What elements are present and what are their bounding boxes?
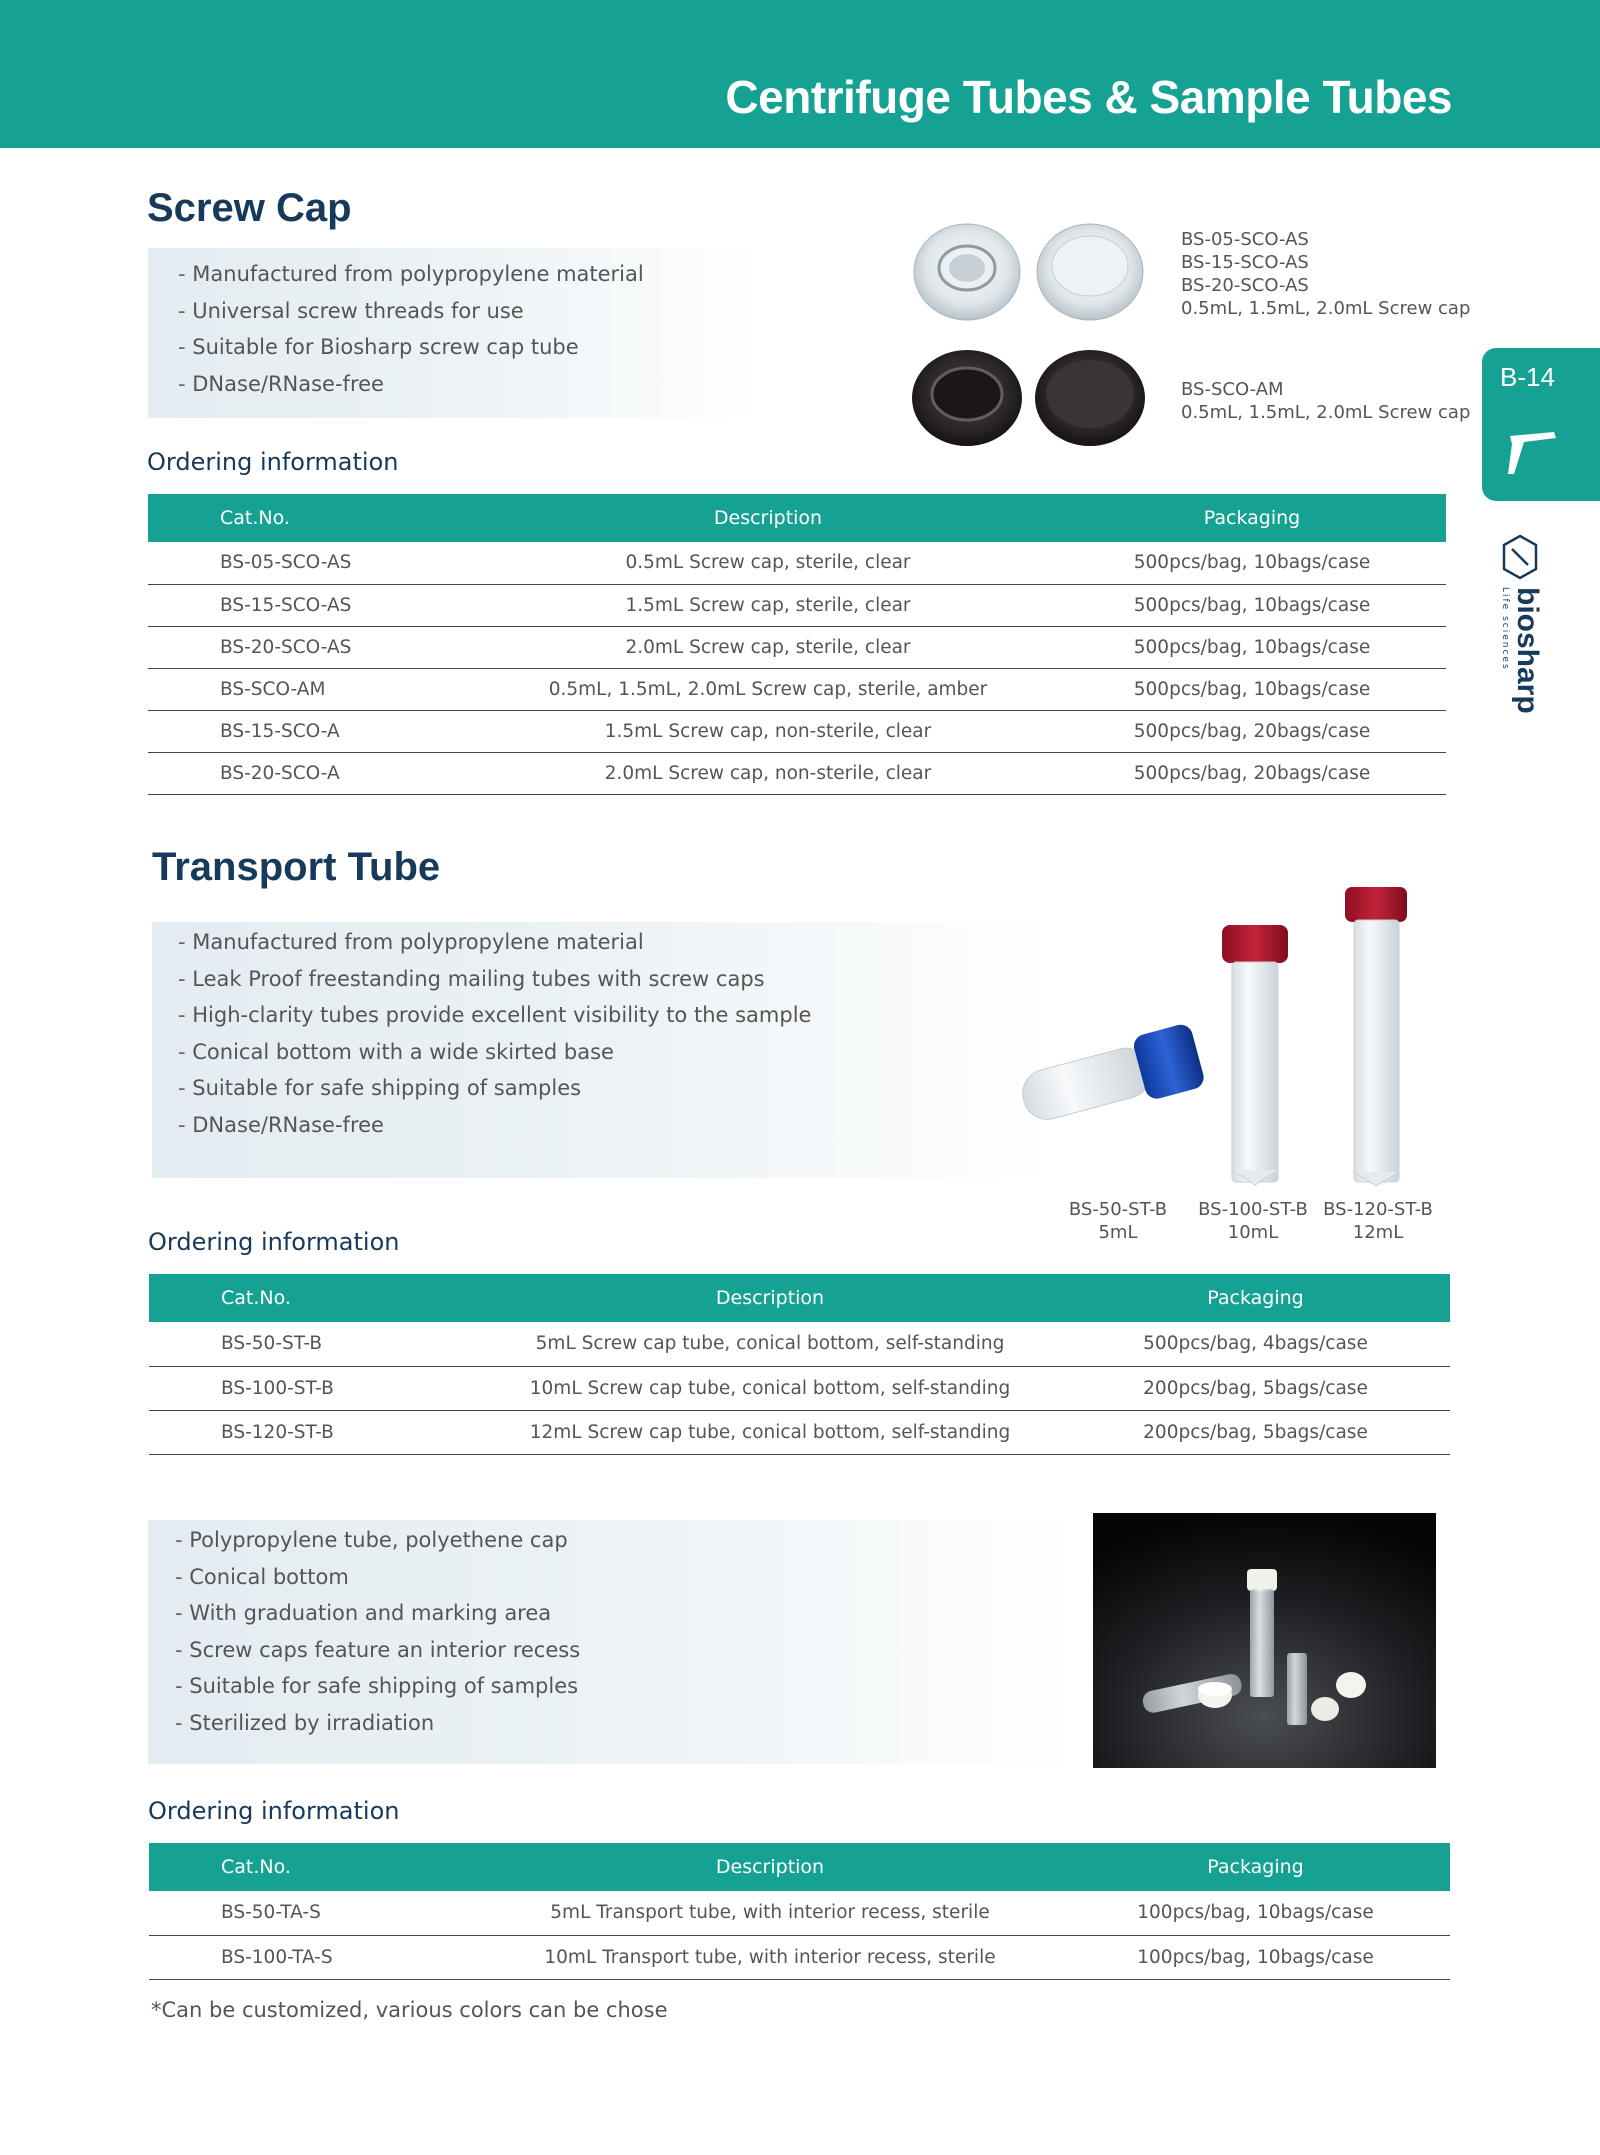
- table-row: [149, 1366, 1450, 1410]
- column-header: Packaging: [1207, 1287, 1304, 1309]
- description-cell: 10mL Screw cap tube, conical bottom, self-standing: [479, 1366, 1061, 1410]
- packaging-cell: 100pcs/bag, 10bags/case: [1061, 1891, 1450, 1935]
- product-code: BS-120-ST-B: [1323, 1199, 1433, 1220]
- list-item: - Suitable for safe shipping of samples: [178, 1070, 811, 1107]
- page-code: B-14: [1500, 362, 1555, 392]
- product-volume: 12mL: [1352, 1222, 1404, 1243]
- description-cell: 0.5mL Screw cap, sterile, clear: [478, 542, 1058, 584]
- cat-no-cell: BS-50-TA-S: [149, 1891, 479, 1935]
- list-item: - Manufactured from polypropylene material: [178, 924, 811, 961]
- packaging-cell: 500pcs/bag, 10bags/case: [1058, 584, 1446, 626]
- column-header: Cat.No.: [221, 1287, 291, 1309]
- tube-label-12ml: [1316, 1198, 1440, 1244]
- column-header: Packaging: [1203, 507, 1301, 529]
- screw-cap-features-box: [148, 248, 758, 418]
- table-row: [148, 710, 1446, 752]
- transport-tube-title: Transport Tube: [152, 845, 441, 889]
- table-row: [148, 668, 1446, 710]
- list-item: - Manufactured from polypropylene material: [178, 256, 644, 293]
- cat-no-cell: BS-100-TA-S: [149, 1935, 479, 1979]
- list-item: - DNase/RNase-free: [178, 1107, 811, 1144]
- packaging-cell: 500pcs/bag, 4bags/case: [1061, 1322, 1450, 1366]
- cat-no-cell: BS-20-SCO-A: [148, 752, 478, 794]
- product-volume: 5mL: [1098, 1222, 1138, 1243]
- list-item: - With graduation and marking area: [175, 1595, 580, 1632]
- list-item: - Screw caps feature an interior recess: [175, 1632, 580, 1669]
- table-row: [149, 1322, 1450, 1366]
- clear-caps-label: [1181, 228, 1470, 320]
- column-header: Description: [713, 507, 823, 529]
- cat-no-cell: BS-15-SCO-AS: [148, 584, 478, 626]
- transport-tubes-dark-photo: [1093, 1513, 1436, 1768]
- column-header: Packaging: [1207, 1856, 1304, 1878]
- cat-no-cell: BS-05-SCO-AS: [148, 542, 478, 584]
- table-row: [149, 1935, 1450, 1979]
- product-code: BS-15-SCO-AS: [1181, 252, 1309, 273]
- screw-caps-photo: [910, 218, 1150, 458]
- packaging-cell: 500pcs/bag, 20bags/case: [1058, 752, 1446, 794]
- packaging-cell: 200pcs/bag, 5bags/case: [1061, 1410, 1450, 1454]
- footnote: *Can be customized, various colors can be chose: [151, 1998, 668, 2022]
- screw-cap-title: Screw Cap: [147, 186, 352, 230]
- tube-label-5ml: [1058, 1198, 1178, 1244]
- transport-tube-2-order-table: [149, 1843, 1450, 1980]
- table-row: [148, 584, 1446, 626]
- cat-no-cell: BS-20-SCO-AS: [148, 626, 478, 668]
- packaging-cell: 500pcs/bag, 10bags/case: [1058, 626, 1446, 668]
- column-header: Description: [715, 1287, 825, 1309]
- list-item: - Suitable for safe shipping of samples: [175, 1668, 580, 1705]
- cat-no-cell: BS-50-ST-B: [149, 1322, 479, 1366]
- screw-cap-order-table: [148, 494, 1446, 795]
- column-header: Cat.No.: [220, 507, 290, 529]
- screw-cap-features: [178, 256, 644, 402]
- table-row: [148, 626, 1446, 668]
- product-description: 0.5mL, 1.5mL, 2.0mL Screw cap: [1181, 402, 1471, 423]
- product-description: 0.5mL, 1.5mL, 2.0mL Screw cap: [1181, 298, 1471, 319]
- description-cell: 5mL Screw cap tube, conical bottom, self-standing: [479, 1322, 1061, 1366]
- transport-tube-ordering-title: Ordering information: [148, 1228, 400, 1256]
- cat-no-cell: BS-15-SCO-A: [148, 710, 478, 752]
- column-header: Cat.No.: [221, 1856, 291, 1878]
- transport-tube-2-features: [175, 1522, 580, 1741]
- table-header-row: [149, 1274, 1450, 1322]
- brand-subtitle: Life sciences: [1500, 587, 1510, 671]
- transport-tubes-photo: [1000, 880, 1440, 1200]
- product-code: BS-05-SCO-AS: [1181, 229, 1309, 250]
- list-item: - DNase/RNase-free: [178, 366, 644, 403]
- table-row: [149, 1891, 1450, 1935]
- transport-tube-features-box: [152, 922, 1052, 1178]
- description-cell: 5mL Transport tube, with interior recess, sterile: [479, 1891, 1061, 1935]
- cat-no-cell: BS-120-ST-B: [149, 1410, 479, 1454]
- product-code: BS-20-SCO-AS: [1181, 275, 1309, 296]
- description-cell: 1.5mL Screw cap, sterile, clear: [478, 584, 1058, 626]
- description-cell: 2.0mL Screw cap, non-sterile, clear: [478, 752, 1058, 794]
- description-cell: 2.0mL Screw cap, sterile, clear: [478, 626, 1058, 668]
- list-item: - Sterilized by irradiation: [175, 1705, 580, 1742]
- description-cell: 0.5mL, 1.5mL, 2.0mL Screw cap, sterile, amber: [478, 668, 1058, 710]
- table-header-row: [148, 494, 1446, 542]
- column-header: Description: [715, 1856, 825, 1878]
- brand-name: biosharp: [1511, 587, 1544, 714]
- cat-no-cell: BS-SCO-AM: [148, 668, 478, 710]
- list-item: - Universal screw threads for use: [178, 293, 644, 330]
- page-tab: [1482, 348, 1600, 501]
- table-row: [148, 542, 1446, 584]
- packaging-cell: 200pcs/bag, 5bags/case: [1061, 1366, 1450, 1410]
- packaging-cell: 500pcs/bag, 20bags/case: [1058, 710, 1446, 752]
- page-title: Centrifuge Tubes & Sample Tubes: [725, 71, 1452, 123]
- list-item: - Leak Proof freestanding mailing tubes with screw caps: [178, 961, 811, 998]
- transport-tube-order-table: [149, 1274, 1450, 1455]
- description-cell: 10mL Transport tube, with interior recess, sterile: [479, 1935, 1061, 1979]
- transport-tube-features: [178, 924, 811, 1143]
- brand-logo: [1496, 533, 1544, 714]
- screw-cap-ordering-title: Ordering information: [147, 448, 399, 476]
- transport-tube-2-ordering-title: Ordering information: [148, 1797, 400, 1825]
- table-header-row: [149, 1843, 1450, 1891]
- tube-label-10ml: [1193, 1198, 1313, 1244]
- page-header: [0, 0, 1600, 148]
- pipette-icon: [1504, 424, 1564, 484]
- product-volume: 10mL: [1227, 1222, 1279, 1243]
- biosharp-logo-icon: [1496, 533, 1544, 581]
- list-item: - Suitable for Biosharp screw cap tube: [178, 329, 644, 366]
- table-row: [149, 1410, 1450, 1454]
- product-code: BS-100-ST-B: [1198, 1199, 1308, 1220]
- packaging-cell: 100pcs/bag, 10bags/case: [1061, 1935, 1450, 1979]
- transport-tube-2-features-box: [148, 1520, 1078, 1764]
- product-code: BS-SCO-AM: [1181, 379, 1284, 400]
- list-item: - Polypropylene tube, polyethene cap: [175, 1522, 580, 1559]
- product-code: BS-50-ST-B: [1068, 1199, 1168, 1220]
- amber-caps-label: [1181, 378, 1470, 424]
- packaging-cell: 500pcs/bag, 10bags/case: [1058, 542, 1446, 584]
- packaging-cell: 500pcs/bag, 10bags/case: [1058, 668, 1446, 710]
- cat-no-cell: BS-100-ST-B: [149, 1366, 479, 1410]
- list-item: - Conical bottom with a wide skirted base: [178, 1034, 811, 1071]
- table-row: [148, 752, 1446, 794]
- description-cell: 12mL Screw cap tube, conical bottom, self-standing: [479, 1410, 1061, 1454]
- list-item: - Conical bottom: [175, 1559, 580, 1596]
- description-cell: 1.5mL Screw cap, non-sterile, clear: [478, 710, 1058, 752]
- list-item: - High-clarity tubes provide excellent visibility to the sample: [178, 997, 811, 1034]
